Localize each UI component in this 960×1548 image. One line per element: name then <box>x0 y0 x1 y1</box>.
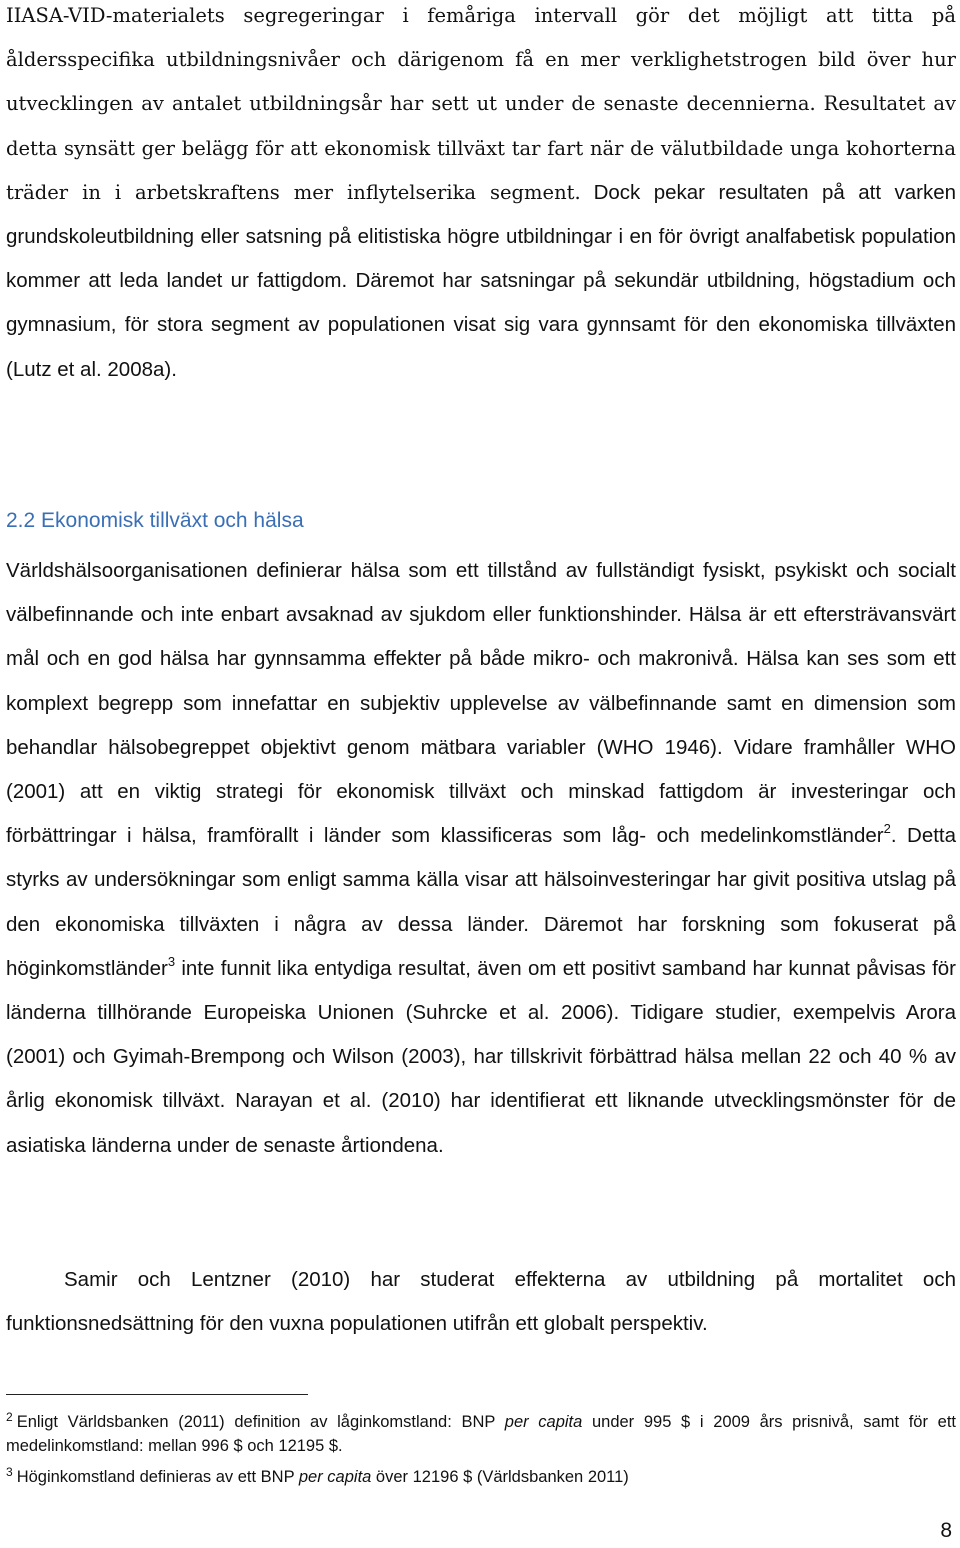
footnote-text: Höginkomstland definieras av ett BNP <box>16 1468 299 1486</box>
paragraph-sans-part: Dock pekar resultaten på att varken grundskoleutbildning eller satsning på elitistiska högre utbildningar i en för övrigt analfabetisk population kommer att leda landet ur fattigdom. Däremot har satsningar på sekundär utbildning, högstadium och gymnasium, för stora segment av populationen visat sig vara gynnsamt för den ekonomiska tillväxten (Lutz et al. 2008a). <box>6 180 956 381</box>
paragraph-text: inte funnit lika entydiga resultat, även om ett positivt samband har kunnat påvisas för länderna tillhörande Europeiska Unionen (Suhrcke et al. 2006). Tidigare studier, exempelvis Arora (2001) och Gyimah-Brempong och Wilson (2003), har tillskrivit förbättrad hälsa mellan 22 och 40 % av årlig ekonomisk tillväxt. Narayan et al. (2010) har identifierat ett liknande utvecklingsmönster för de asiatiska länderna under de senaste årtiondena. <box>6 956 956 1157</box>
footnote-italic: per capita <box>504 1413 583 1431</box>
footnote-3 <box>6 1465 956 1489</box>
paragraph-serif-part: IIASA-VID-materialets segregeringar i femåriga intervall gör det möjligt att titta på åldersspecifika utbildningsnivåer och därigenom få en mer verklighetstrogen bild över hur utvecklingen av antalet utbildningsår har sett ut under de senaste decennierna. Resultatet av detta synsätt ger belägg för att ekonomisk tillväxt tar fart när de välutbildade unga kohorterna träder in i arbetskraftens mer inflytelserika segment. <box>6 4 956 204</box>
footnote-mark: 3 <box>6 1464 13 1479</box>
paragraph-text: Världshälsoorganisationen definierar hälsa som ett tillstånd av fullständigt fysiskt, psykiskt och socialt välbefinnande och inte enbart avsaknad av sjukdom eller funktionshinder. Hälsa är ett eftersträvansvärt mål och en god hälsa har gynnsamma effekter på både mikro- och makronivå. Hälsa kan ses som ett komplext begrepp som innefattar en subjektiv upplevelse av välbefinnande samt en dimension som behandlar hälsobegreppet objektivt genom mätbara variabler (WHO 1946). Vidare framhåller WHO (2001) att en viktig strategi för ekonomisk tillväxt och minskad fattigdom är investeringar och förbättringar i hälsa, framförallt i länder som klassificeras som låg- och medelinkomstländer <box>6 559 956 848</box>
paragraph-health-growth <box>6 549 956 1168</box>
footnote-text: Enligt Världsbanken (2011) definition av låginkomstland: BNP <box>16 1413 505 1431</box>
footnote-reference-3[interactable]: 3 <box>167 954 176 969</box>
footnote-reference-2[interactable]: 2 <box>883 821 891 837</box>
section-heading: 2.2 Ekonomisk tillväxt och hälsa <box>6 509 304 532</box>
footnote-italic: per capita <box>298 1468 372 1486</box>
footnote-divider <box>6 1394 308 1395</box>
footnote-text: under 995 $ i 2009 års prisnivå, samt för ett medelinkomstland: mellan 996 $ och 12195 $. <box>6 1413 956 1455</box>
footnote-text: över 12196 $ (Världsbanken 2011) <box>371 1468 629 1486</box>
paragraph-text: . Detta styrks av undersökningar som enligt samma källa visar att hälsoinvesteringar har givit positiva utslag på den ekonomiska tillväxten i några av dessa länder. Däremot har forskning som fokuserat på höginkomstländer <box>6 824 957 980</box>
page-number: 8 <box>940 1519 952 1542</box>
paragraph-mortality: Samir och Lentzner (2010) har studerat effekterna av utbildning på mortalitet och funktionsnedsättning för den vuxna populationen utifrån ett globalt perspektiv. <box>6 1268 956 1336</box>
paragraph-education-segments <box>6 0 956 392</box>
footnote-mark: 2 <box>6 1409 13 1424</box>
footnote-2 <box>6 1410 956 1458</box>
